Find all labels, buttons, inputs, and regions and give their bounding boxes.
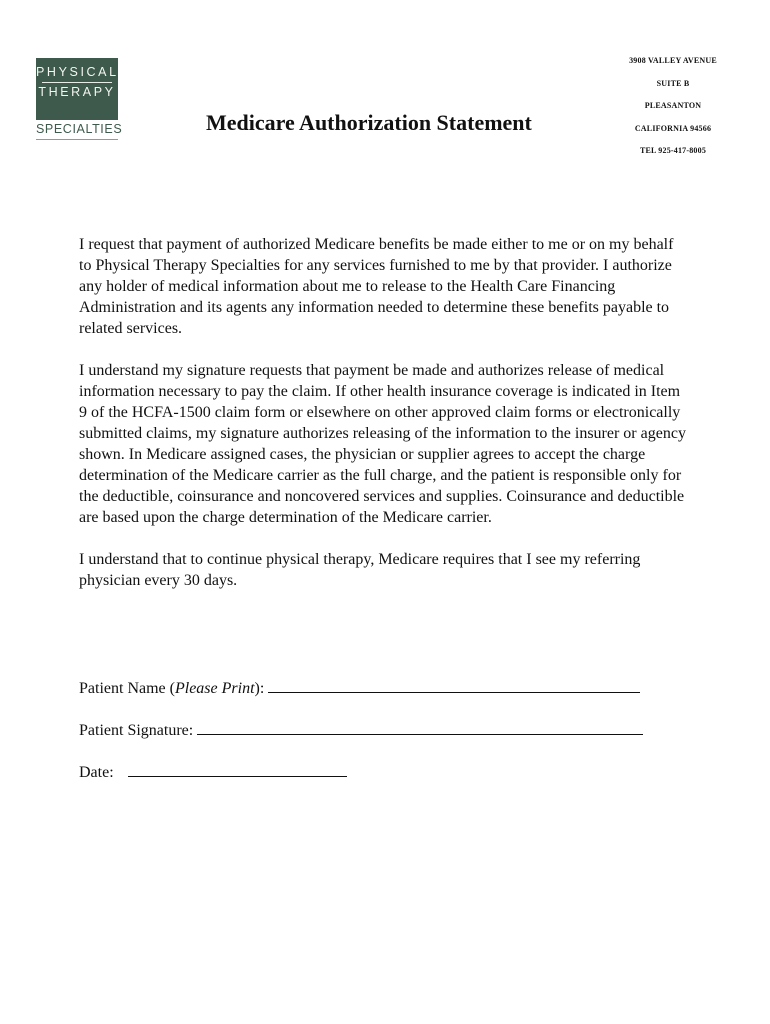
paragraph-payment-request: I request that payment of authorized Medicare benefits be made either to me or on my behalf to Physical Therapy Specialties for any services furnished to me by that provider. I authorize any holder of medical information about me to release to the Health Care Financing Administration and its agents any information needed to determine these benefits payable to related services. (79, 236, 674, 337)
patient-name-label-suffix: ): (254, 680, 269, 697)
patient-signature-field (79, 719, 643, 741)
address-state: CALIFORNIA 94566 (634, 123, 712, 133)
patient-name-field (79, 677, 640, 699)
date-label: Date: (79, 764, 118, 781)
address-suite: SUITE B (656, 78, 690, 88)
address-street: 3908 VALLEY AVENUE (629, 56, 717, 65)
document-title: Medicare Authorization Statement (206, 110, 532, 135)
address-tel: TEL 925-417-8005 (639, 146, 707, 155)
address-city: PLEASANTON (644, 101, 702, 110)
company-logo (36, 58, 123, 138)
logo-line-therapy: THERAPY (38, 85, 116, 99)
patient-name-label: Patient Name ( (79, 680, 175, 697)
patient-signature-input[interactable] (197, 719, 643, 735)
logo-line-specialties: SPECIALTIES (36, 122, 123, 136)
logo-box (36, 58, 118, 120)
logo-line-physical: PHYSICAL (36, 65, 119, 79)
patient-name-input[interactable] (268, 677, 640, 693)
paragraph-physician-visits: I understand that to continue physical therapy, Medicare requires that I see my referring physician every 30 days. (79, 551, 641, 589)
statement-body (79, 234, 689, 612)
date-input[interactable] (128, 761, 347, 777)
patient-signature-label: Patient Signature: (79, 722, 198, 739)
date-field (79, 761, 347, 783)
patient-name-label-italic: Please Print (174, 680, 255, 697)
paragraph-signature-understanding: I understand my signature requests that payment be made and authorizes release of medical information necessary to pay the claim. If other health insurance coverage is indicated in Item 9 of the HCFA-1500 claim form or elsewhere on other approved claim forms or electronically submitted claims, my signature authorizes releasing of the information to the insurer or agency shown. In Medicare assigned cases, the physician or supplier agrees to accept the charge determination of the Medicare carrier as the full charge, and the patient is responsible only for the deductible, coinsurance and noncovered services and supplies. Coinsurance and deductible are based upon the charge determination of the Medicare carrier. (79, 362, 686, 526)
logo-rule (42, 82, 112, 83)
address-block (608, 54, 738, 167)
logo-underline (36, 139, 118, 140)
